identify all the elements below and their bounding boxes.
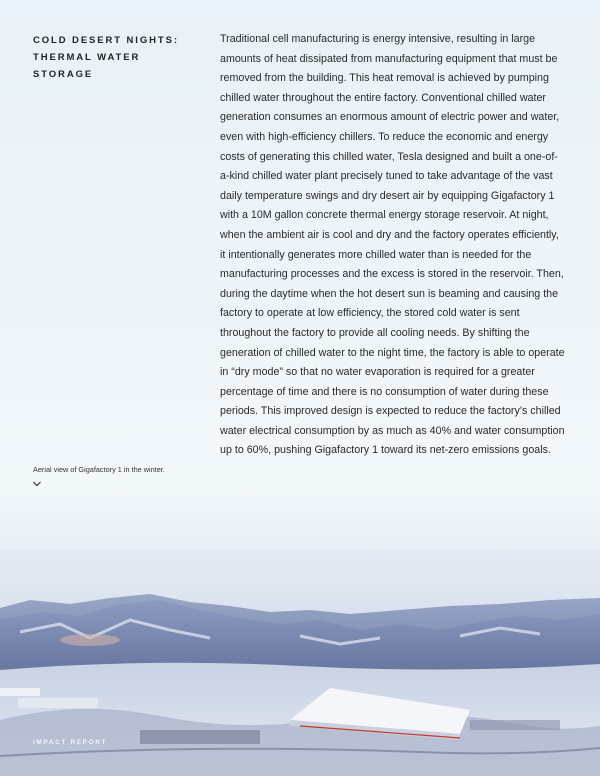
parking-lot-right xyxy=(470,720,560,730)
aerial-photo xyxy=(0,520,600,776)
building-left-2 xyxy=(18,698,98,708)
section-title: COLD DESERT NIGHTS: THERMAL WATER STORAGE xyxy=(33,35,179,80)
parking-lot xyxy=(140,730,260,744)
photo-caption: Aerial view of Gigafactory 1 in the winter. xyxy=(33,465,165,474)
body-paragraph: Traditional cell manufacturing is energy intensive, resulting in large amounts of heat dissipated from manufacturing equipment that must be removed from the building. This heat removal is achieved by pumping chilled water throughout the entire factory. Conventional chilled water generation consumes an enormous amount of electric power and water, even with high-efficiency chillers. To reduce the economic and energy costs of generating this chilled water, Tesla designed and built a one-of-a-kind chilled water plant precisely tuned to take advantage of the vast daily temperature swings and dry desert air by equipping Gigafactory 1 with a 10M gallon concrete thermal energy storage reservoir. At night, when the ambient air is cool and dry and the factory operates efficiently, it intentionally generates more chilled water than is needed for the manufacturing processes and the excess is stored in the reservoir. Then, during the daytime when the hot desert sun is beaming and causing the factory to operate at low efficiency, the stored cold water is sent throughout the factory to provide all cooling needs. By shifting the generation of chilled water to the night time, the factory is able to operate in “dry mode” so that no water evaporation is required for a greater percentage of time and there is no consumption of water during these periods. This improved design is expected to reduce the factory’s chilled water electrical consumption by as much as 40% and water consumption up to 60%, pushing Gigafactory 1 toward its net-zero emissions goals. xyxy=(220,33,565,457)
footer-label: IMPACT REPORT xyxy=(33,739,108,746)
building-left xyxy=(0,688,40,696)
haze-band xyxy=(0,550,600,590)
sunlit-patch xyxy=(60,634,120,646)
chevron-down-icon[interactable] xyxy=(32,480,42,488)
